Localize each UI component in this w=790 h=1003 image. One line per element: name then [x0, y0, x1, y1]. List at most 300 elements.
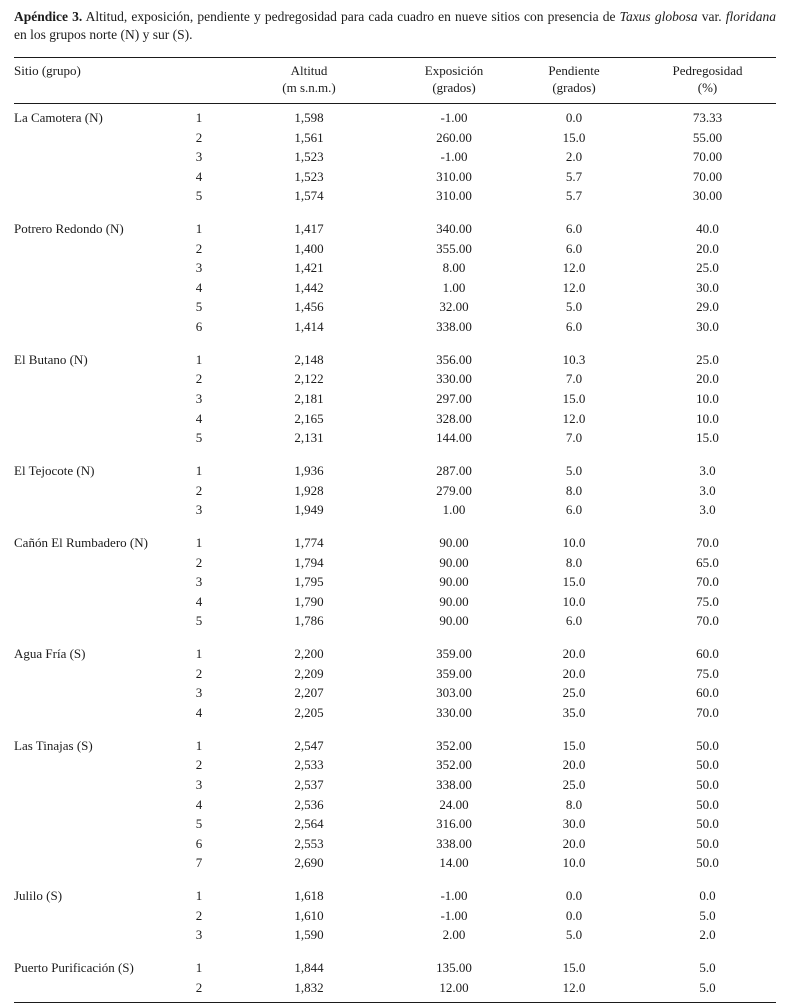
quadrant-cell: 2: [195, 757, 203, 773]
slope-cell: 6.0: [565, 221, 583, 237]
quadrant-cell: 3: [195, 149, 203, 165]
exposure-cell: 330.00: [436, 371, 472, 387]
altitude-cell: 1,949: [294, 502, 324, 518]
header-pedregosidad: [639, 58, 776, 104]
slope-cell: 8.0: [565, 482, 583, 498]
rockiness-cell: 5.0: [699, 960, 716, 976]
slope-cell: 12.0: [562, 979, 586, 995]
table-row: [14, 520, 776, 553]
quadrant-cell: 1: [195, 737, 203, 753]
table-row: [14, 906, 776, 926]
exposure-cell: 287.00: [436, 463, 472, 479]
altitude-cell: 1,523: [294, 168, 324, 184]
rockiness-cell: 5.0: [699, 979, 716, 995]
slope-cell: 6.0: [565, 240, 583, 256]
rockiness-cell: 3.0: [699, 463, 716, 479]
table-row: [14, 147, 776, 167]
exposure-cell: 90.00: [439, 593, 469, 609]
site-cell: [14, 481, 179, 501]
table-row: [14, 259, 776, 279]
table-row: [14, 389, 776, 409]
table-row: [14, 103, 776, 127]
slope-cell: 15.0: [562, 391, 586, 407]
rockiness-cell: 10.0: [696, 410, 719, 426]
site-cell: [14, 664, 179, 684]
altitude-cell: 2,533: [294, 757, 324, 773]
quadrant-cell: 3: [195, 502, 203, 518]
table-body: [14, 103, 776, 1002]
slope-cell: 5.7: [565, 168, 583, 184]
altitude-cell: 1,928: [294, 482, 324, 498]
altitude-cell: 2,131: [294, 430, 324, 446]
altitude-cell: 1,936: [294, 463, 324, 479]
quadrant-cell: 4: [195, 704, 203, 720]
quadrant-cell: 3: [195, 927, 203, 943]
altitude-cell: 2,122: [294, 371, 324, 387]
rockiness-cell: 60.0: [696, 685, 719, 701]
header-altitud: [219, 58, 399, 104]
slope-cell: 10.3: [562, 351, 586, 367]
exposure-cell: 338.00: [436, 776, 472, 792]
altitude-cell: 1,421: [294, 260, 324, 276]
quadrant-cell: 5: [195, 613, 203, 629]
site-cell: [14, 278, 179, 298]
site-cell: [14, 814, 179, 834]
rockiness-cell: 0.0: [699, 888, 716, 904]
quadrant-cell: 5: [195, 188, 203, 204]
rockiness-cell: 30.0: [696, 319, 719, 335]
site-cell: [14, 187, 179, 207]
caption-text-2: var.: [697, 9, 726, 24]
header-quad: [179, 58, 219, 104]
exposure-cell: 352.00: [436, 757, 472, 773]
quadrant-cell: 6: [195, 319, 203, 335]
rockiness-cell: 3.0: [699, 482, 716, 498]
slope-cell: 10.0: [562, 535, 586, 551]
header-line: (grados): [552, 79, 596, 95]
rockiness-cell: 29.0: [696, 299, 719, 315]
header-line: Sitio (grupo): [14, 63, 81, 79]
altitude-cell: 2,205: [294, 704, 324, 720]
altitude-cell: 2,200: [294, 646, 324, 662]
exposure-cell: 32.00: [439, 299, 469, 315]
rockiness-cell: 50.0: [696, 816, 719, 832]
header-line: (grados): [432, 79, 476, 95]
quadrant-cell: 4: [195, 168, 203, 184]
header-row: [14, 58, 776, 104]
slope-cell: 6.0: [565, 502, 583, 518]
rockiness-cell: 60.0: [696, 646, 719, 662]
exposure-cell: 90.00: [439, 574, 469, 590]
altitude-cell: 1,618: [294, 888, 324, 904]
table-row: [14, 448, 776, 481]
rockiness-cell: 20.0: [696, 240, 719, 256]
altitude-cell: 1,598: [294, 109, 324, 125]
table-row: [14, 187, 776, 207]
rockiness-cell: 10.0: [696, 391, 719, 407]
table-row: [14, 795, 776, 815]
header-line: (m s.n.m.): [282, 79, 336, 95]
quadrant-cell: 3: [195, 776, 203, 792]
altitude-cell: 2,207: [294, 685, 324, 701]
table-row: [14, 167, 776, 187]
exposure-cell: 352.00: [436, 737, 472, 753]
slope-cell: 6.0: [565, 319, 583, 335]
site-cell: [14, 389, 179, 409]
rockiness-cell: 70.0: [696, 574, 719, 590]
slope-cell: 5.0: [565, 463, 583, 479]
table-row: [14, 278, 776, 298]
rockiness-cell: 50.0: [696, 757, 719, 773]
altitude-cell: 1,400: [294, 240, 324, 256]
header-exposicion: [399, 58, 509, 104]
site-cell: Las Tinajas (S): [14, 737, 93, 753]
exposure-cell: -1.00: [440, 109, 468, 125]
quadrant-cell: 1: [195, 888, 203, 904]
quadrant-cell: 5: [195, 816, 203, 832]
altitude-cell: 1,774: [294, 535, 324, 551]
exposure-cell: 359.00: [436, 665, 472, 681]
table-row: [14, 553, 776, 573]
header-line: Pendiente: [548, 63, 600, 79]
site-cell: [14, 553, 179, 573]
altitude-cell: 1,832: [294, 979, 324, 995]
exposure-cell: -1.00: [440, 907, 468, 923]
quadrant-cell: 1: [195, 646, 203, 662]
slope-cell: 12.0: [562, 410, 586, 426]
quadrant-cell: 2: [195, 371, 203, 387]
altitude-cell: 1,417: [294, 221, 324, 237]
quadrant-cell: 2: [195, 554, 203, 570]
slope-cell: 15.0: [562, 129, 586, 145]
table-row: [14, 370, 776, 390]
slope-cell: 20.0: [562, 646, 586, 662]
rockiness-cell: 70.00: [692, 149, 723, 165]
exposure-cell: 310.00: [436, 168, 472, 184]
rockiness-cell: 50.0: [696, 796, 719, 812]
exposure-cell: 355.00: [436, 240, 472, 256]
site-cell: [14, 298, 179, 318]
quadrant-cell: 3: [195, 685, 203, 701]
site-cell: [14, 592, 179, 612]
appendix-table: [14, 57, 776, 1002]
table-row: [14, 317, 776, 337]
slope-cell: 10.0: [562, 593, 586, 609]
altitude-cell: 2,209: [294, 665, 324, 681]
exposure-cell: 90.00: [439, 535, 469, 551]
exposure-cell: -1.00: [440, 888, 468, 904]
rockiness-cell: 70.0: [696, 613, 719, 629]
slope-cell: 0.0: [565, 907, 583, 923]
slope-cell: 15.0: [562, 737, 586, 753]
rockiness-cell: 70.0: [696, 704, 719, 720]
table-row: [14, 337, 776, 370]
site-cell: [14, 239, 179, 259]
site-cell: [14, 926, 179, 946]
caption-label: Apéndice 3.: [14, 9, 83, 24]
quadrant-cell: 2: [195, 665, 203, 681]
slope-cell: 12.0: [562, 260, 586, 276]
quadrant-cell: 4: [195, 279, 203, 295]
quadrant-cell: 3: [195, 574, 203, 590]
site-cell: [14, 703, 179, 723]
exposure-cell: 1.00: [442, 502, 466, 518]
rockiness-cell: 15.0: [696, 430, 719, 446]
table-row: [14, 664, 776, 684]
exposure-cell: 356.00: [436, 351, 472, 367]
table-caption: [14, 8, 776, 44]
caption-text-1: Altitud, exposición, pendiente y pedregosidad para cada cuadro en nueve sitios con presencia de: [82, 9, 620, 24]
rockiness-cell: 40.0: [696, 221, 719, 237]
site-cell: [14, 500, 179, 520]
altitude-cell: 2,165: [294, 410, 324, 426]
quadrant-cell: 1: [195, 535, 203, 551]
slope-cell: 20.0: [562, 757, 586, 773]
slope-cell: 30.0: [562, 816, 586, 832]
altitude-cell: 1,844: [294, 960, 324, 976]
altitude-cell: 1,442: [294, 279, 324, 295]
table-row: [14, 703, 776, 723]
quadrant-cell: 1: [195, 351, 203, 367]
slope-cell: 6.0: [565, 613, 583, 629]
table-row: [14, 684, 776, 704]
quadrant-cell: 2: [195, 907, 203, 923]
slope-cell: 25.0: [562, 776, 586, 792]
table-row: [14, 481, 776, 501]
site-cell: La Camotera (N): [14, 109, 103, 125]
table-row: [14, 945, 776, 978]
slope-cell: 0.0: [565, 109, 583, 125]
slope-cell: 5.0: [565, 927, 583, 943]
altitude-cell: 2,690: [294, 855, 324, 871]
site-cell: [14, 128, 179, 148]
slope-cell: 15.0: [562, 574, 586, 590]
table-row: [14, 128, 776, 148]
header-line: Pedregosidad: [672, 63, 743, 79]
site-cell: [14, 854, 179, 874]
rockiness-cell: 20.0: [696, 371, 719, 387]
site-cell: Potrero Redondo (N): [14, 221, 124, 237]
exposure-cell: 90.00: [439, 554, 469, 570]
exposure-cell: 90.00: [439, 613, 469, 629]
rockiness-cell: 50.0: [696, 855, 719, 871]
table-row: [14, 723, 776, 756]
altitude-cell: 2,148: [294, 351, 324, 367]
exposure-cell: -1.00: [440, 149, 468, 165]
rockiness-cell: 75.0: [696, 665, 719, 681]
exposure-cell: 260.00: [436, 129, 472, 145]
slope-cell: 20.0: [562, 665, 586, 681]
site-cell: [14, 572, 179, 592]
altitude-cell: 1,574: [294, 188, 324, 204]
header-pendiente: [509, 58, 639, 104]
exposure-cell: 316.00: [436, 816, 472, 832]
rockiness-cell: 65.0: [696, 554, 719, 570]
site-cell: [14, 370, 179, 390]
rockiness-cell: 25.0: [696, 260, 719, 276]
header-line: Altitud: [290, 63, 328, 79]
rockiness-cell: 25.0: [696, 351, 719, 367]
site-cell: [14, 147, 179, 167]
exposure-cell: 297.00: [436, 391, 472, 407]
altitude-cell: 1,456: [294, 299, 324, 315]
site-cell: Puerto Purificación (S): [14, 960, 134, 976]
altitude-cell: 1,795: [294, 574, 324, 590]
slope-cell: 7.0: [565, 371, 583, 387]
rockiness-cell: 50.0: [696, 776, 719, 792]
altitude-cell: 2,536: [294, 796, 324, 812]
slope-cell: 7.0: [565, 430, 583, 446]
table-row: [14, 612, 776, 632]
table-row: [14, 756, 776, 776]
quadrant-cell: 1: [195, 463, 203, 479]
exposure-cell: 1.00: [442, 279, 466, 295]
table-row: [14, 775, 776, 795]
quadrant-cell: 1: [195, 221, 203, 237]
altitude-cell: 1,523: [294, 149, 324, 165]
altitude-cell: 2,553: [294, 835, 324, 851]
rockiness-cell: 73.33: [692, 109, 723, 125]
exposure-cell: 24.00: [439, 796, 469, 812]
exposure-cell: 2.00: [442, 927, 466, 943]
caption-variety-name: floridana: [725, 9, 777, 24]
quadrant-cell: 6: [195, 835, 203, 851]
table-row: [14, 592, 776, 612]
site-cell: [14, 756, 179, 776]
table-row: [14, 572, 776, 592]
quadrant-cell: 5: [195, 430, 203, 446]
rockiness-cell: 30.0: [696, 279, 719, 295]
slope-cell: 20.0: [562, 835, 586, 851]
table-row: [14, 239, 776, 259]
quadrant-cell: 2: [195, 482, 203, 498]
slope-cell: 8.0: [565, 796, 583, 812]
quadrant-cell: 4: [195, 410, 203, 426]
exposure-cell: 330.00: [436, 704, 472, 720]
table-row: [14, 631, 776, 664]
site-cell: Agua Fría (S): [14, 646, 86, 662]
exposure-cell: 8.00: [442, 260, 466, 276]
caption-text-3: en los grupos norte (N) y sur (S).: [14, 27, 193, 43]
site-cell: [14, 167, 179, 187]
slope-cell: 10.0: [562, 855, 586, 871]
exposure-cell: 338.00: [436, 835, 472, 851]
site-cell: El Tejocote (N): [14, 463, 95, 479]
rockiness-cell: 70.0: [696, 535, 719, 551]
exposure-cell: 338.00: [436, 319, 472, 335]
quadrant-cell: 1: [195, 960, 203, 976]
exposure-cell: 310.00: [436, 188, 472, 204]
altitude-cell: 1,794: [294, 554, 324, 570]
rockiness-cell: 70.00: [692, 168, 723, 184]
quadrant-cell: 7: [195, 855, 203, 871]
quadrant-cell: 3: [195, 391, 203, 407]
slope-cell: 35.0: [562, 704, 586, 720]
site-cell: [14, 906, 179, 926]
rockiness-cell: 50.0: [696, 835, 719, 851]
altitude-cell: 2,564: [294, 816, 324, 832]
quadrant-cell: 2: [195, 979, 203, 995]
header-line: (%): [697, 79, 718, 95]
site-cell: [14, 612, 179, 632]
table-row: [14, 298, 776, 318]
exposure-cell: 340.00: [436, 221, 472, 237]
quadrant-cell: 3: [195, 260, 203, 276]
exposure-cell: 359.00: [436, 646, 472, 662]
slope-cell: 5.0: [565, 299, 583, 315]
rockiness-cell: 55.00: [692, 129, 723, 145]
quadrant-cell: 1: [195, 109, 203, 125]
table-row: [14, 814, 776, 834]
rockiness-cell: 75.0: [696, 593, 719, 609]
slope-cell: 2.0: [565, 149, 583, 165]
rockiness-cell: 50.0: [696, 737, 719, 753]
slope-cell: 0.0: [565, 888, 583, 904]
table-row: [14, 206, 776, 239]
site-cell: [14, 428, 179, 448]
exposure-cell: 279.00: [436, 482, 472, 498]
exposure-cell: 144.00: [436, 430, 472, 446]
altitude-cell: 1,786: [294, 613, 324, 629]
altitude-cell: 1,610: [294, 907, 324, 923]
site-cell: [14, 409, 179, 429]
site-cell: [14, 834, 179, 854]
altitude-cell: 1,561: [294, 129, 324, 145]
table-row: [14, 500, 776, 520]
quadrant-cell: 4: [195, 593, 203, 609]
table-row: [14, 409, 776, 429]
caption-species-name: Taxus globosa: [619, 9, 698, 24]
altitude-cell: 2,537: [294, 776, 324, 792]
header-sitio: [14, 58, 179, 104]
slope-cell: 5.7: [565, 188, 583, 204]
rockiness-cell: 5.0: [699, 907, 716, 923]
header-line: Exposición: [424, 63, 484, 79]
slope-cell: 15.0: [562, 960, 586, 976]
table-row: [14, 854, 776, 874]
site-cell: [14, 795, 179, 815]
quadrant-cell: 2: [195, 129, 203, 145]
rockiness-cell: 2.0: [699, 927, 716, 943]
site-cell: Julilo (S): [14, 888, 63, 904]
exposure-cell: 303.00: [436, 685, 472, 701]
site-cell: [14, 775, 179, 795]
table-row: [14, 873, 776, 906]
rockiness-cell: 30.00: [692, 188, 723, 204]
slope-cell: 12.0: [562, 279, 586, 295]
table-row: [14, 834, 776, 854]
rockiness-cell: 3.0: [699, 502, 716, 518]
quadrant-cell: 4: [195, 796, 203, 812]
altitude-cell: 2,547: [294, 737, 324, 753]
altitude-cell: 1,590: [294, 927, 324, 943]
exposure-cell: 135.00: [436, 960, 472, 976]
site-cell: [14, 259, 179, 279]
site-cell: [14, 684, 179, 704]
slope-cell: 8.0: [565, 554, 583, 570]
slope-cell: 25.0: [562, 685, 586, 701]
altitude-cell: 1,414: [294, 319, 324, 335]
quadrant-cell: 2: [195, 240, 203, 256]
altitude-cell: 2,181: [294, 391, 324, 407]
exposure-cell: 14.00: [439, 855, 469, 871]
altitude-cell: 1,790: [294, 593, 324, 609]
quadrant-cell: 5: [195, 299, 203, 315]
site-cell: El Butano (N): [14, 351, 88, 367]
site-cell: [14, 317, 179, 337]
site-cell: Cañón El Rumbadero (N): [14, 535, 148, 551]
exposure-cell: 12.00: [439, 979, 469, 995]
